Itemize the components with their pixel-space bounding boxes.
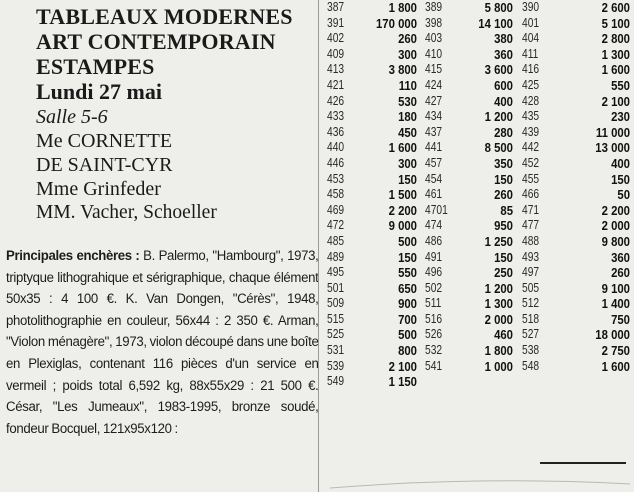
hammer-price: 1 600: [388, 140, 417, 156]
lot-number: 410: [425, 46, 443, 61]
lot-number: 485: [327, 233, 345, 248]
expert-line: MM. Vacher, Schoeller: [36, 202, 217, 223]
hammer-price: 9 100: [601, 280, 630, 296]
hammer-price: 650: [398, 280, 417, 296]
hammer-price: 2 800: [601, 31, 630, 47]
lot-number: 421: [327, 77, 345, 92]
lot-number: 453: [327, 171, 345, 186]
lot-number: 538: [522, 343, 540, 358]
lot-number: 425: [522, 77, 540, 92]
left-column: [6, 0, 318, 492]
lot-number: 401: [522, 15, 540, 30]
lot-number: 532: [425, 343, 443, 358]
table-row: [327, 203, 634, 219]
lot-number: 415: [425, 62, 443, 77]
lot-number: 389: [425, 0, 443, 14]
lot-number: 426: [327, 93, 345, 108]
end-rule: [540, 462, 626, 464]
hammer-price: 5 100: [601, 15, 630, 31]
auctioneer-line: DE SAINT-CYR: [36, 154, 173, 176]
lot-number: 457: [425, 155, 443, 170]
hammer-price: 110: [398, 77, 417, 93]
hammer-price: 250: [494, 265, 513, 281]
lot-number: 505: [522, 280, 540, 295]
hammer-price: 1 300: [601, 46, 630, 62]
hammer-price: 400: [611, 155, 630, 171]
lot-number: 515: [327, 311, 345, 326]
hammer-price: 2 000: [601, 218, 630, 234]
hammer-price: 1 300: [484, 296, 513, 312]
lot-number: 471: [522, 202, 540, 217]
hammer-price: 260: [611, 265, 630, 281]
table-row: [327, 265, 634, 281]
lot-number: 402: [327, 31, 345, 46]
expert-line: Mme Grinfeder: [36, 178, 161, 200]
lot-number: 472: [327, 218, 345, 233]
hammer-price: 13 000: [595, 140, 630, 156]
lot-number: 387: [327, 0, 345, 14]
lot-number: 411: [522, 46, 539, 61]
lot-number: 433: [327, 109, 345, 124]
hammer-price: 2 750: [601, 343, 630, 359]
lot-number: 496: [425, 265, 443, 280]
lot-number: 548: [522, 358, 540, 373]
hammer-price: 150: [494, 249, 513, 265]
hammer-price: 500: [398, 327, 417, 343]
hammer-price: 1 800: [484, 343, 513, 359]
table-row: [327, 359, 634, 375]
lot-number: 474: [425, 218, 443, 233]
hammer-price: 460: [494, 327, 513, 343]
auctioneer-line: Me CORNETTE: [36, 130, 173, 152]
hammer-price: 950: [494, 218, 513, 234]
table-row: [327, 16, 634, 32]
sale-room: Salle 5-6: [36, 106, 108, 128]
lot-number: 477: [522, 218, 540, 233]
lot-number: 439: [522, 124, 540, 139]
lot-number: 403: [425, 31, 443, 46]
table-row: [327, 374, 634, 390]
hammer-price: 750: [611, 311, 630, 327]
lot-number: 409: [327, 46, 345, 61]
lot-number: 541: [425, 358, 443, 373]
table-row: [327, 94, 634, 110]
lot-number: 391: [327, 15, 345, 30]
table-row: [327, 78, 634, 94]
table-row: [327, 218, 634, 234]
lot-number: 512: [522, 296, 540, 311]
hammer-price: 18 000: [595, 327, 630, 343]
hammer-price: 800: [398, 343, 417, 359]
results-text: B. Palermo, "Hambourg", 1973, triptyque lithograhique et sérigraphique, chaque élément 50x35 : 4 100 €. K. Van Dongen, "Cérès", 1948, photolithographie en couleur, 56x44 : 2 350 €. Arman, "Violon ménagère", 1973, violon découpé dans une boîte en Plexiglas, contenant 116 pièces d'un service en vermeil ; poids total 6,592 kg, 88x55x29 : 21 500 €. César, "Les Jumeaux", 1983-1995, bronze soudé, fondeur Bocquel, 121x95x120 :: [6, 248, 319, 437]
lot-number: 404: [522, 31, 540, 46]
hammer-price: 600: [494, 77, 513, 93]
lot-number: 441: [425, 140, 443, 155]
hammer-price: 280: [494, 124, 513, 140]
lot-number: 525: [327, 327, 345, 342]
price-table: [327, 0, 634, 390]
table-row: [327, 156, 634, 172]
hammer-price: 1 250: [484, 233, 513, 249]
sale-date: Lundi 27 mai: [36, 79, 162, 104]
hammer-price: 260: [398, 31, 417, 47]
table-row: [327, 109, 634, 125]
hammer-price: 260: [494, 187, 513, 203]
lot-number: 526: [425, 327, 443, 342]
category-line: ESTAMPES: [36, 54, 155, 79]
hammer-price: 400: [494, 93, 513, 109]
table-row: [327, 327, 634, 343]
hammer-price: 50: [617, 187, 630, 203]
hammer-price: 170 000: [376, 15, 417, 31]
table-row: [327, 62, 634, 78]
lot-number: 509: [327, 296, 345, 311]
auction-header: [36, 4, 318, 225]
hammer-price: 500: [398, 233, 417, 249]
lot-number: 442: [522, 140, 540, 155]
table-row: [327, 125, 634, 141]
hammer-price: 2 200: [388, 202, 417, 218]
lot-number: 461: [425, 187, 443, 202]
lot-number: 488: [522, 233, 540, 248]
lot-number: 489: [327, 249, 345, 264]
lot-number: 458: [327, 187, 345, 202]
table-row: [327, 312, 634, 328]
table-row: [327, 187, 634, 203]
hammer-price: 550: [398, 265, 417, 281]
hammer-price: 300: [398, 155, 417, 171]
table-row: [327, 296, 634, 312]
lot-number: 434: [425, 109, 443, 124]
hammer-price: 11 000: [595, 124, 630, 140]
hammer-price: 3 600: [484, 62, 513, 78]
hammer-price: 150: [398, 171, 417, 187]
hammer-price: 700: [398, 311, 417, 327]
hammer-price: 3 800: [388, 62, 417, 78]
lot-number: 416: [522, 62, 540, 77]
lot-number: 452: [522, 155, 540, 170]
table-row: [327, 31, 634, 47]
hammer-price: 360: [611, 249, 630, 265]
hammer-price: 1 200: [484, 280, 513, 296]
table-row: [327, 47, 634, 63]
lot-number: 428: [522, 93, 540, 108]
table-row: [327, 281, 634, 297]
hammer-price: 1 800: [388, 0, 417, 15]
lot-number: 440: [327, 140, 345, 155]
lot-number: 501: [327, 280, 345, 295]
hammer-price: 230: [611, 109, 630, 125]
hammer-price: 360: [494, 46, 513, 62]
hammer-price: 2 100: [388, 358, 417, 374]
hammer-price: 1 600: [601, 358, 630, 374]
hammer-price: 2 200: [601, 202, 630, 218]
hammer-price: 150: [398, 249, 417, 265]
hammer-price: 150: [611, 171, 630, 187]
results-lead: Principales enchères :: [6, 248, 140, 264]
sale-results-paragraph: [6, 246, 318, 440]
lot-number: 518: [522, 311, 540, 326]
lot-number: 390: [522, 0, 540, 14]
lot-number: 539: [327, 358, 345, 373]
table-row: [327, 250, 634, 266]
hammer-price: 180: [398, 109, 417, 125]
lot-number: 455: [522, 171, 540, 186]
lot-number: 511: [425, 296, 442, 311]
hammer-price: 1 000: [484, 358, 513, 374]
hammer-price: 150: [494, 171, 513, 187]
lot-number: 398: [425, 15, 443, 30]
hammer-price: 300: [398, 46, 417, 62]
lot-number: 454: [425, 171, 443, 186]
lot-number: 486: [425, 233, 443, 248]
lot-number: 4701: [425, 202, 448, 217]
hammer-price: 1 400: [601, 296, 630, 312]
lot-number: 469: [327, 202, 345, 217]
hammer-price: 380: [494, 31, 513, 47]
lot-number: 437: [425, 124, 443, 139]
page-edge-curve: [330, 474, 630, 492]
hammer-price: 530: [398, 93, 417, 109]
table-row: [327, 234, 634, 250]
table-row: [327, 0, 634, 16]
table-row: [327, 172, 634, 188]
table-row: [327, 343, 634, 359]
hammer-price: 900: [398, 296, 417, 312]
category-line: ART CONTEMPORAIN: [36, 29, 276, 54]
hammer-price: 550: [611, 77, 630, 93]
hammer-price: 14 100: [478, 15, 513, 31]
lot-number: 516: [425, 311, 443, 326]
lot-number: 413: [327, 62, 345, 77]
hammer-price: 9 000: [388, 218, 417, 234]
hammer-price: 1 600: [601, 62, 630, 78]
hammer-price: 2 100: [601, 93, 630, 109]
column-divider: [318, 0, 319, 492]
lot-number: 466: [522, 187, 540, 202]
lot-number: 491: [425, 249, 443, 264]
hammer-price: 1 150: [388, 374, 417, 390]
category-line: TABLEAUX MODERNES: [36, 4, 293, 29]
lot-number: 435: [522, 109, 540, 124]
lot-number: 446: [327, 155, 345, 170]
lot-number: 527: [522, 327, 540, 342]
lot-number: 493: [522, 249, 540, 264]
hammer-price: 450: [398, 124, 417, 140]
hammer-price: 350: [494, 155, 513, 171]
lot-number: 549: [327, 374, 345, 389]
hammer-price: 5 800: [484, 0, 513, 15]
lot-number: 427: [425, 93, 443, 108]
hammer-price: 8 500: [484, 140, 513, 156]
hammer-price: 1 500: [388, 187, 417, 203]
lot-number: 497: [522, 265, 540, 280]
hammer-price: 9 800: [601, 233, 630, 249]
hammer-price: 2 600: [601, 0, 630, 15]
lot-number: 502: [425, 280, 443, 295]
lot-number: 495: [327, 265, 345, 280]
table-row: [327, 140, 634, 156]
lot-number: 424: [425, 77, 443, 92]
hammer-price: 2 000: [484, 311, 513, 327]
hammer-price: 85: [500, 202, 513, 218]
lot-number: 436: [327, 124, 345, 139]
lot-number: 531: [327, 343, 345, 358]
hammer-price: 1 200: [484, 109, 513, 125]
